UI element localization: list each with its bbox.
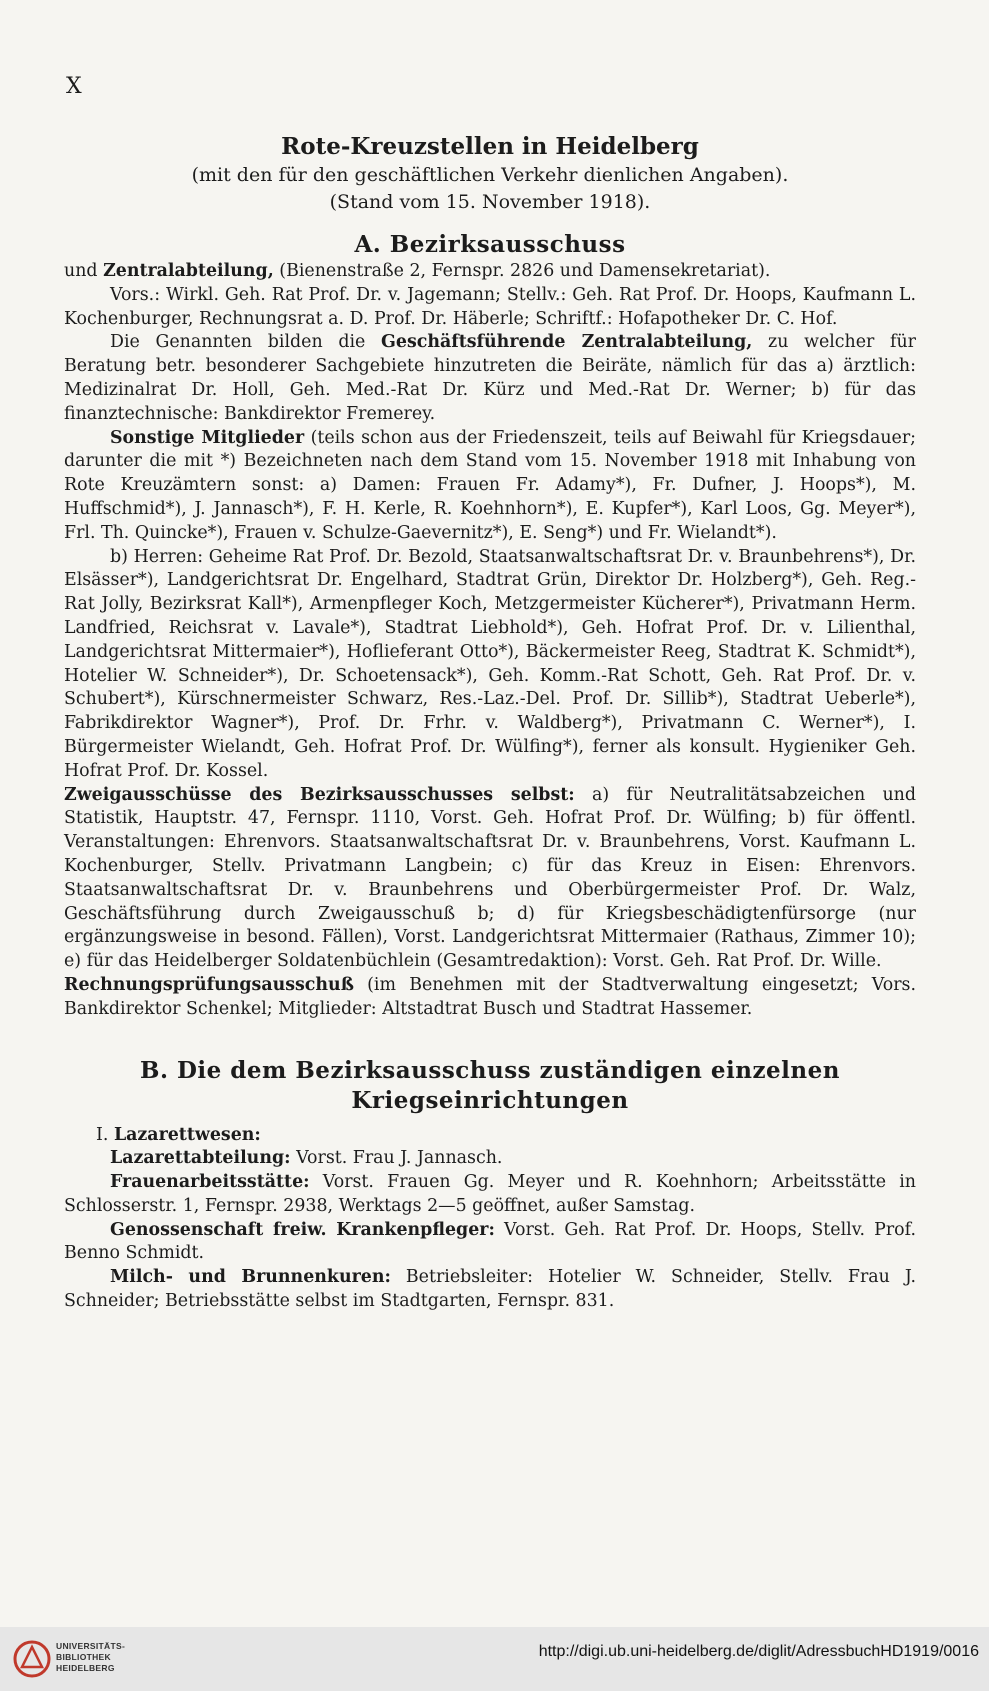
paragraph-genannten [64, 331, 916, 426]
genannten-bold: Geschäftsführende Zentralabteilung, [381, 332, 753, 353]
subsection-lazarettwesen [64, 1124, 916, 1148]
page-number: X [66, 74, 83, 99]
p2-bold: Frauenarbeitsstätte: [110, 1172, 310, 1193]
subsection-number: I. [96, 1124, 114, 1145]
intro-rest: (Bienenstraße 2, Fernspr. 2826 und Damensekretariat). [273, 261, 771, 281]
document-body [64, 132, 916, 1314]
paragraph-rechnungspruefung [64, 974, 916, 1022]
logo-line-3: HEIDELBERG [56, 1663, 115, 1673]
logo-line-2: BIBLIOTHEK [56, 1652, 111, 1662]
p3-rest: Vorst. Geh. Rat Prof. Dr. Hoops, Stellv. Prof. Benno Schmidt. [64, 1219, 916, 1264]
paragraph-milchkuren [64, 1266, 916, 1314]
sonstige-rest: (teils schon aus der Friedenszeit, teils auf Beiwahl für Kriegsdauer; darunter die mit *) Bezeichneten nach dem Stand vom 15. November 1918 mit Inhabung von Rote Kreuzämtern sonst: a) Damen: Frauen Fr. Adamy*), Fr. Dufner, J. Hoops*), M. Huffschmid*), J. Jannasch*), F. H. Kerle, R. Koehnhorn*), E. Kupfer*), Karl Loos, Gg. Meyer*), Frl. Th. Quincke*), Frauen v. Schulze-Gaevernitz*), E. Seng*) und Fr. Wielandt*). [64, 427, 916, 543]
university-library-logo [12, 1637, 126, 1683]
logo-text [56, 1641, 125, 1674]
paragraph-krankenpfleger [64, 1219, 916, 1267]
intro-prefix: und [64, 261, 104, 281]
p4-rest: Betriebsleiter: Hotelier W. Schneider, Stellv. Frau J. Schneider; Betriebsstätte selbst im Stadtgarten, Fernspr. 831. [64, 1267, 916, 1312]
p1-rest: Vorst. Frau J. Jannasch. [290, 1148, 503, 1169]
document-subtitle: (mit den für den geschäftlichen Verkehr dienlichen Angaben). [191, 164, 789, 186]
section-b-heading-line1: B. Die dem Bezirksausschuss zuständigen einzelnen [140, 1056, 840, 1084]
paragraph-herren: b) Herren: Geheime Rat Prof. Dr. Bezold, Staatsanwaltschaftsrat Dr. v. Braunbehrens*), Dr. Elsässer*), Landgerichtsrat Dr. Engelhard, Stadtrat Grün, Direktor Dr. Holzberg*), Geh. Reg.-Rat Jolly, Bezirksrat Kall*), Armenpfleger Koch, Metzgermeister Kücherer*), Privatmann Herm. Landfried, Reichsrat v. Lavale*), Stadtrat Liebhold*), Geh. Hofrat Prof. Dr. v. Lilienthal, Landgerichtsrat Mittermaier*), Hoflieferant Otto*), Bäckermeister Reeg, Stadtrat K. Schmidt*), Hotelier W. Schneider*), Dr. Schoetensack*), Geh. Komm.-Rat Schott, Geh. Rat Prof. Dr. v. Schubert*), Kürschnermeister Schwarz, Res.-Laz.-Del. Prof. Dr. Sillib*), Stadtrat Ueberle*), Fabrikdirektor Wagner*), Prof. Dr. Frhr. v. Waldberg*), Privatmann C. Werner*), I. Bürgermeister Wielandt, Geh. Hofrat Prof. Dr. Wülfing*), ferner als konsult. Hygieniker Geh. Hofrat Prof. Dr. Kossel. [64, 546, 916, 781]
paragraph-sonstige-mitglieder [64, 427, 916, 546]
section-a-intro [64, 260, 916, 284]
library-seal-icon [12, 1639, 52, 1679]
p4-bold: Milch- und Brunnenkuren: [110, 1267, 391, 1288]
rechnung-bold: Rechnungsprüfungsausschuß [64, 974, 354, 995]
sonstige-bold: Sonstige Mitglieder [110, 427, 305, 448]
zweig-bold: Zweigausschüsse des Bezirksausschusses selbst: [64, 784, 575, 805]
p2-rest: Vorst. Frauen Gg. Meyer und R. Koehnhorn; Arbeitsstätte in Schlosserstr. 1, Fernspr. 2938, Werktags 2—5 geöffnet, außer Samstag. [64, 1172, 916, 1216]
paragraph-vorstand: Vors.: Wirkl. Geh. Rat Prof. Dr. v. Jagemann; Stellv.: Geh. Rat Prof. Dr. Hoops, Kaufmann L. Kochenburger, Rechnungsrat a. D. Prof. Dr. Häberle; Schriftf.: Hofapotheker Dr. C. Hof. [64, 284, 916, 329]
subsection-title: Lazarettwesen: [113, 1124, 261, 1145]
genannten-prefix: Die Genannten bilden die [110, 332, 382, 353]
document-title: Rote-Kreuzstellen in Heidelberg [281, 133, 699, 160]
paragraph-lazarettabteilung [64, 1147, 916, 1171]
genannten-rest: zu welcher für Beratung betr. besonderer Sachgebiete hinzutreten die Beiräte, nämlich für das a) ärztlich: Medizinalrat Dr. Holl, Geh. Med.-Rat Dr. Kürz und Med.-Rat Dr. Werner; b) für das finanztechnische: Bankdirektor Fremerey. [64, 332, 916, 424]
paragraph-frauenarbeitsstaette [64, 1171, 916, 1219]
document-date: (Stand vom 15. November 1918). [329, 191, 651, 213]
p3-bold: Genossenschaft freiw. Krankenpfleger: [110, 1219, 495, 1240]
paragraph-zweigausschuesse [64, 784, 916, 974]
section-b-heading [64, 1056, 916, 1116]
section-b-heading-line2: Kriegseinrichtungen [351, 1086, 629, 1114]
footer-bar [0, 1627, 989, 1691]
logo-line-1: UNIVERSITÄTS- [56, 1641, 126, 1651]
zweig-rest: a) für Neutralitätsabzeichen und Statistik, Hauptstr. 47, Fernspr. 1110, Vorst. Geh. Hofrat Prof. Dr. Wülfing; b) für öffentl. Veranstaltungen: Ehrenvors. Staatsanwaltschaftsrat Dr. v. Braunbehrens, Vorst. Kaufmann L. Kochenburger, Stellv. Privatmann Langbein; c) für das Kreuz in Eisen: Ehrenvors. Staatsanwaltschaftsrat Dr. v. Braunbehrens und Oberbürgermeister Prof. Dr. Walz, Geschäftsführung durch Zweigausschuß b; d) für Kriegsbeschädigtenfürsorge (nur ergänzungsweise in besond. Fällen), Vorst. Landgerichtsrat Mittermaier (Rathaus, Zimmer 10); e) für das Heidelberger Soldatenbüchlein (Gesamtredaktion): Vorst. Geh. Rat Prof. Dr. Wille. [64, 784, 916, 972]
rechnung-rest: (im Benehmen mit der Stadtverwaltung eingesetzt; Vors. Bankdirektor Schenkel; Mitglieder: Altstadtrat Busch und Stadtrat Hassemer. [64, 974, 916, 1019]
intro-bold: Zentralabteilung, [103, 261, 274, 281]
p1-bold: Lazarettabteilung: [110, 1148, 291, 1169]
source-url [539, 1643, 979, 1661]
source-url-link[interactable]: http://digi.ub.uni-heidelberg.de/diglit/AdressbuchHD1919/0016 [538, 1643, 979, 1660]
section-a-heading: A. Bezirksausschuss [354, 231, 626, 258]
